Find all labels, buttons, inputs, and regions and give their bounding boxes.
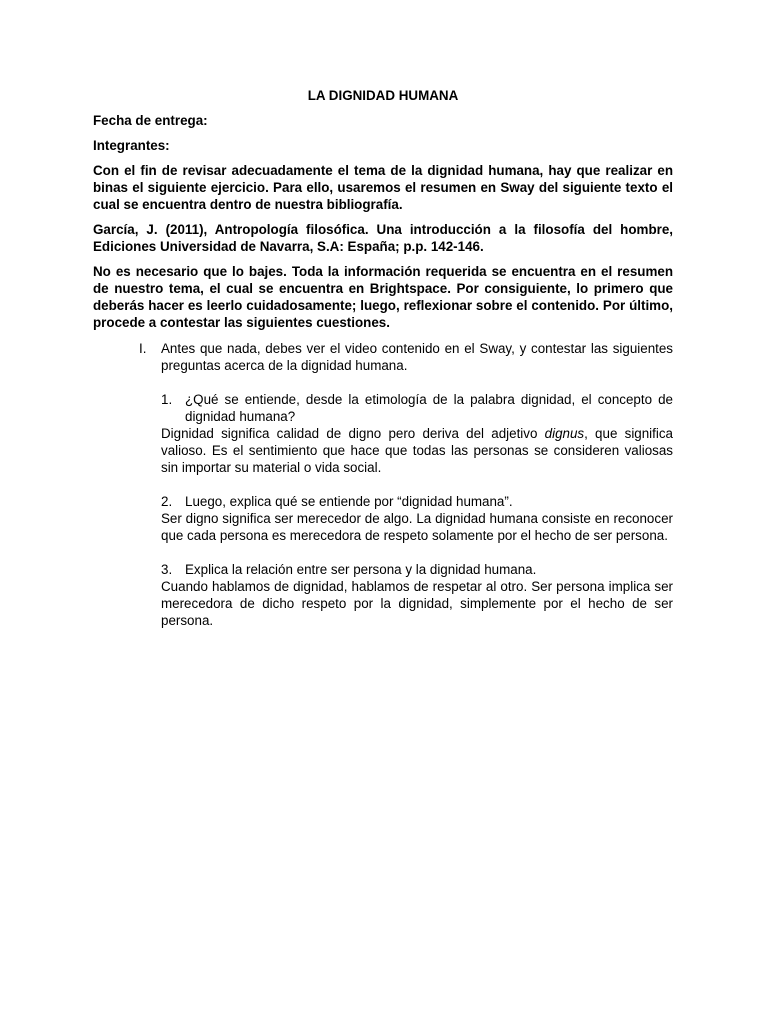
question-line (161, 493, 673, 510)
question-line (161, 391, 673, 425)
answer-text (161, 425, 673, 476)
reference-paragraph: García, J. (2011), Antropología filosófica. Una introducción a la filosofía del hombre, Ediciones Universidad de Navarra, S.A: España; p.p. 142-146. (93, 222, 673, 254)
members-label: Integrantes: (93, 138, 170, 153)
answer-text: Cuando hablamos de dignidad, hablamos de respetar al otro. Ser persona implica ser merecedora de dicho respeto por la dignidad, simplemente por el hecho de ser persona. (161, 579, 673, 628)
question-line (161, 561, 673, 578)
question-item (161, 561, 673, 629)
answer-text-italic: dignus (544, 426, 585, 441)
section-text: Antes que nada, debes ver el video contenido en el Sway, y contestar las siguientes preguntas acerca de la dignidad humana. (161, 341, 673, 373)
question-number: 3. (161, 562, 173, 577)
section-list-item (93, 340, 673, 374)
question-text: Luego, explica qué se entiende por “dignidad humana”. (185, 494, 513, 509)
intro-paragraph: Con el fin de revisar adecuadamente el tema de la dignidad humana, hay que realizar en binas el siguiente ejercicio. Para ello, usaremos el resumen en Sway del siguiente texto el cual se encuentra dentro de nuestra bibliografía. (93, 163, 673, 212)
answer-text: Ser digno significa ser merecedor de algo. La dignidad humana consiste en reconocer que cada persona es merecedora de respeto solamente por el hecho de ser persona. (161, 511, 673, 543)
document-body (93, 87, 673, 629)
question-text: ¿Qué se entiende, desde la etimología de la palabra dignidad, el concepto de dignidad humana? (185, 392, 673, 424)
question-text: Explica la relación entre ser persona y la dignidad humana. (185, 562, 537, 577)
instructions-paragraph: No es necesario que lo bajes. Toda la información requerida se encuentra en el resumen de nuestro tema, el cual se encuentra en Brightspace. Por consiguiente, lo primero que deberás hacer es leerlo cuidadosamente; luego, reflexionar sobre el contenido. Por último, procede a contestar las siguientes cuestiones. (93, 264, 673, 330)
question-item (161, 493, 673, 544)
answer-text-end: , que significa valioso. Es el sentimiento que hace que todas las personas se consideren valiosas sin importar su material o vida social. (161, 426, 673, 475)
question-number: 2. (161, 494, 173, 509)
question-item (161, 391, 673, 476)
question-number: 1. (161, 392, 173, 407)
section-marker: I. (139, 341, 147, 356)
due-date-label: Fecha de entrega: (93, 113, 208, 128)
document-title: LA DIGNIDAD HUMANA (307, 88, 459, 103)
answer-text-start: Dignidad significa calidad de digno pero deriva del adjetivo (161, 426, 545, 441)
